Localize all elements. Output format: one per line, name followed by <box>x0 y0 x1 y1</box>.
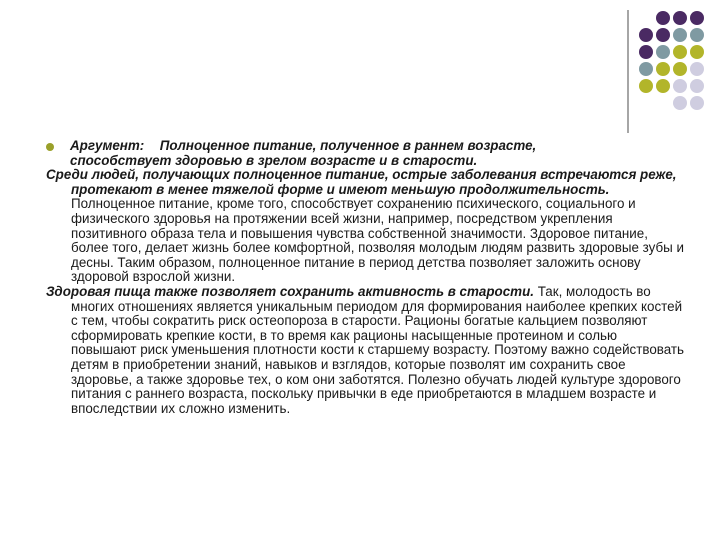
decor-dot <box>673 45 687 59</box>
paragraph-2 <box>46 285 686 416</box>
decor-dot <box>690 79 704 93</box>
decor-dot <box>656 79 670 93</box>
argument-line-2 <box>46 154 686 169</box>
decor-dot <box>639 62 653 76</box>
decor-dot <box>656 62 670 76</box>
decor-dot <box>673 28 687 42</box>
argument-line <box>46 139 686 154</box>
decor-dot <box>656 28 670 42</box>
decor-dot <box>673 11 687 25</box>
argument-text-continued: способствует здоровью в зрелом возрасте и в старости. <box>70 152 478 168</box>
decor-dot <box>639 79 653 93</box>
slide-body <box>46 139 686 416</box>
decor-dot <box>656 45 670 59</box>
decor-dot <box>656 11 670 25</box>
decor-dot <box>673 96 687 110</box>
decor-dot <box>673 79 687 93</box>
decor-dot <box>690 45 704 59</box>
decor-dot <box>673 62 687 76</box>
paragraph-2-body: Так, молодость во многих отношениях является уникальным периодом для формирования наиболее крепких костей с тем, чтобы сократить риск остеопороза в старости. Рационы богатые кальцием позволяют сформировать крепкие кости, в то время как рационы насыщенные протеином и солью повышают риск уменьшения плотности кости к старшему возрасту. Поэтому важно содействовать детям в приобретении знаний, навыков и взглядов, которые позволят им сохранить свое здоровье, а также здоровье тех, о ком они заботятся. Полезно обучать людей культуре здорового питания с раннего возраста, поскольку привычки в еде приобретаются в младшем возрасте и впоследствии их сложно изменить. <box>71 283 685 416</box>
paragraph-2-lead: Здоровая пища также позволяет сохранить активность в старости. <box>46 283 534 299</box>
decor-dot <box>690 96 704 110</box>
decor-dot <box>690 28 704 42</box>
paragraph-1-lead: Среди людей, получающих полноценное питание, острые заболевания встречаются реже, протекают в менее тяжелой форме и имеют меньшую продолжительность. <box>46 167 677 197</box>
decor-dot <box>639 45 653 59</box>
argument-label: Аргумент: <box>70 138 145 153</box>
decor-dot <box>639 28 653 42</box>
paragraph-1-body: Полноценное питание, кроме того, способствует сохранению психического, социального и физического здоровья на протяжении всей жизни, например, посредством укрепления позитивного образа тела и повышения чувства собственной значимости. Здоровое питание, более того, делает жизнь более комфортной, позволяя молодым людям развить здоровые зубы и десны. Таким образом, полноценное питание в период детства позволяет заложить основу здоровой взрослой жизни. <box>71 196 684 285</box>
argument-text: Полноценное питание, полученное в раннем возрасте, <box>159 138 537 153</box>
bullet-dot-icon <box>46 143 54 151</box>
decor-dot <box>690 11 704 25</box>
decor-dot <box>690 62 704 76</box>
paragraph-1 <box>46 168 686 285</box>
